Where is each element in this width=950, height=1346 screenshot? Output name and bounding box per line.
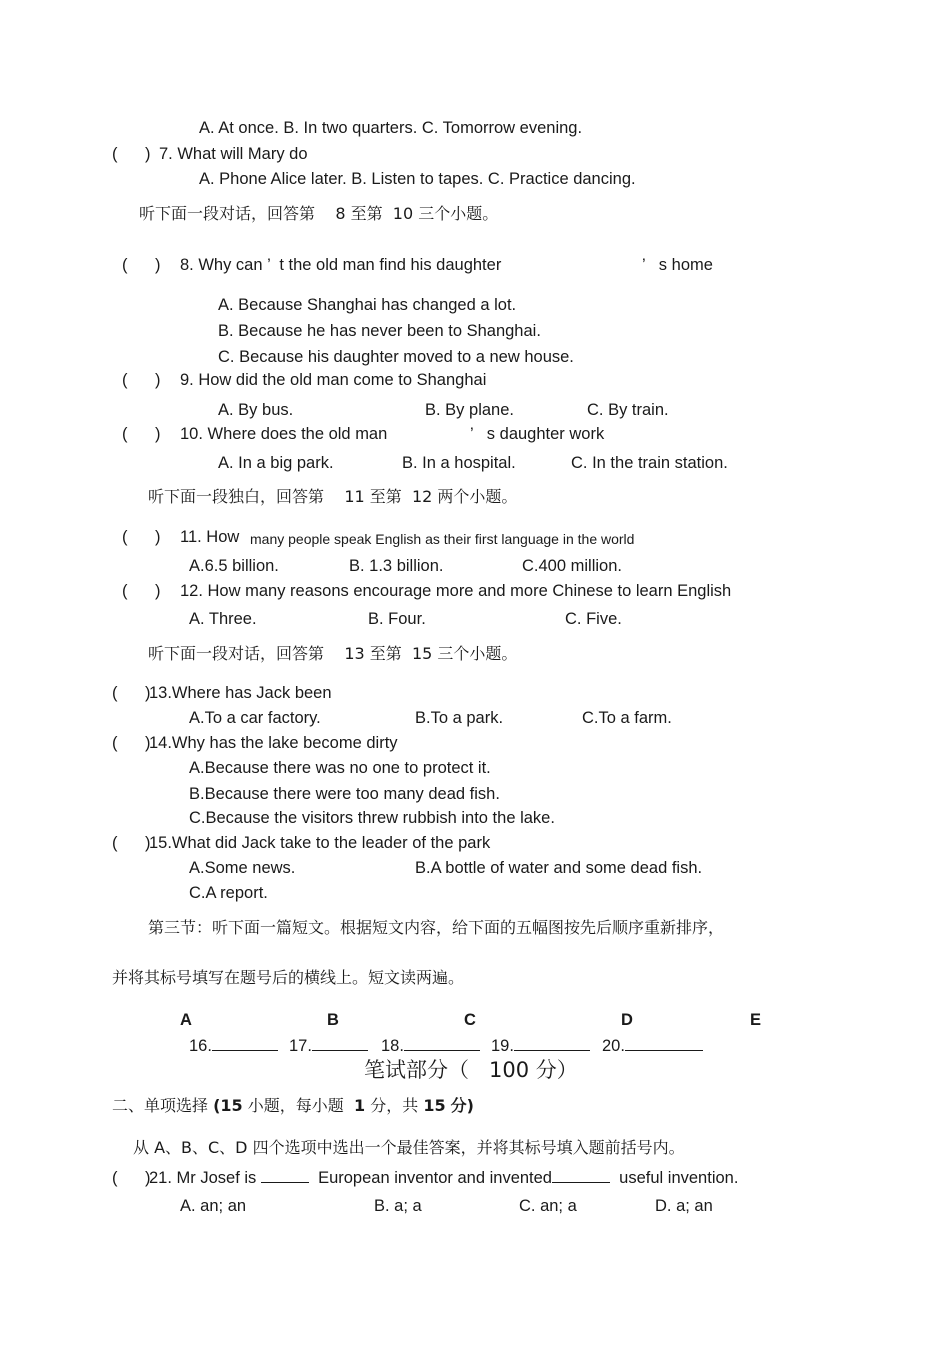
q7-question: 7. What will Mary do	[159, 145, 308, 163]
q21-blank-2[interactable]	[552, 1168, 610, 1183]
blank-line-19[interactable]	[514, 1036, 590, 1051]
q9-option-b: B. By plane.	[425, 401, 514, 419]
q8-option-c: C. Because his daughter moved to a new house.	[218, 348, 574, 366]
q14-option-b: B.Because there were too many dead fish.	[189, 785, 500, 803]
q9-option-a: A. By bus.	[218, 401, 294, 419]
answer-blank-17[interactable]	[289, 1036, 368, 1056]
instruction-13-15: 听下面一段对话，回答第 13 至第 15 三个小题。	[148, 644, 518, 663]
q12-answer-paren[interactable]: ( )	[122, 582, 161, 600]
part2-instruction: 从 A、B、C、D 四个选项中选出一个最佳答案，并将其标号填入题前括号内。	[133, 1138, 685, 1157]
q11-option-b: B. 1.3 billion.	[349, 557, 444, 575]
picture-label-d: D	[621, 1011, 633, 1029]
blank-number-17: 17.	[289, 1037, 312, 1055]
q12-option-c: C. Five.	[565, 610, 622, 628]
q21-option-b: B. a; a	[374, 1197, 422, 1215]
q13-option-b: B.To a park.	[415, 709, 504, 727]
q14-option-c: C.Because the visitors threw rubbish into the lake.	[189, 809, 555, 827]
q9-answer-paren[interactable]: ( )	[122, 371, 161, 389]
blank-line-17[interactable]	[312, 1036, 368, 1051]
q13-option-a: A.To a car factory.	[189, 709, 321, 727]
q14-answer-paren[interactable]: ( )	[112, 734, 151, 752]
blank-line-18[interactable]	[404, 1036, 480, 1051]
q10-option-b: B. In a hospital.	[402, 454, 516, 472]
blank-line-16[interactable]	[212, 1036, 278, 1051]
picture-label-a: A	[180, 1011, 192, 1029]
answer-blank-20[interactable]	[602, 1036, 703, 1056]
part2-heading-mid: 小题，每小题	[247, 1096, 344, 1115]
instruction-8-10: 听下面一段对话，回答第 8 至第 10 三个小题。	[139, 204, 499, 223]
answer-blank-18[interactable]	[381, 1036, 480, 1056]
q8-answer-paren[interactable]: ( )	[122, 256, 161, 274]
q9-question: 9. How did the old man come to Shanghai	[180, 371, 487, 389]
q10-question: 10. Where does the old man	[180, 425, 388, 443]
q11-option-c: C.400 million.	[522, 557, 622, 575]
blank-number-20: 20.	[602, 1037, 625, 1055]
q12-option-b: B. Four.	[368, 610, 426, 628]
q11-question-rest: many people speak English as their first language in the world	[250, 531, 635, 547]
q9-option-c: C. By train.	[587, 401, 669, 419]
q21-option-a: A. an; an	[180, 1197, 247, 1215]
q21-text-1: 21. Mr Josef is	[149, 1169, 257, 1187]
q7-answer-paren[interactable]: ( )	[112, 145, 151, 163]
q13-option-c: C.To a farm.	[582, 709, 672, 727]
q21-answer-paren[interactable]: ( )	[112, 1169, 151, 1187]
q14-option-a: A.Because there was no one to protect it.	[189, 759, 491, 777]
blank-number-18: 18.	[381, 1037, 404, 1055]
q10-option-c: C. In the train station.	[571, 454, 728, 472]
q21-text-3: useful invention.	[619, 1169, 739, 1187]
q13-question: 13.Where has Jack been	[149, 684, 332, 702]
q21-question	[149, 1168, 738, 1188]
blank-number-19: 19.	[491, 1037, 514, 1055]
part2-points-total: 15	[423, 1096, 446, 1115]
answer-blank-19[interactable]	[491, 1036, 590, 1056]
part2-heading-end: 分)	[450, 1096, 474, 1115]
q21-blank-1[interactable]	[261, 1168, 309, 1183]
q8-option-a: A. Because Shanghai has changed a lot.	[218, 296, 517, 314]
q10-option-a: A. In a big park.	[218, 454, 334, 472]
q15-question: 15.What did Jack take to the leader of the park	[149, 834, 491, 852]
q15-option-a: A.Some news.	[189, 859, 296, 877]
section3-instruction-line2: 并将其标号填写在题号后的横线上。短文读两遍。	[112, 968, 465, 987]
q14-question: 14.Why has the lake become dirty	[149, 734, 398, 752]
q8-question-tail: ’ s home	[642, 256, 713, 274]
part2-count: (15	[213, 1096, 243, 1115]
section3-instruction-line1: 第三节：听下面一篇短文。根据短文内容，给下面的五幅图按先后顺序重新排序，	[148, 918, 725, 937]
part2-heading-label: 二、单项选择	[112, 1096, 209, 1115]
q21-text-2: European inventor and invented	[318, 1169, 552, 1187]
q10-question-tail: ’ s daughter work	[470, 425, 605, 443]
q11-option-a: A.6.5 billion.	[189, 557, 279, 575]
q8-question: 8. Why can ’ t the old man find his daughter	[180, 256, 502, 274]
picture-label-b: B	[327, 1011, 339, 1029]
answer-blank-16[interactable]	[189, 1036, 278, 1056]
part2-heading	[112, 1096, 474, 1116]
blank-number-16: 16.	[189, 1037, 212, 1055]
q11-question-start: 11. How	[180, 528, 240, 546]
q15-answer-paren[interactable]: ( )	[112, 834, 151, 852]
instruction-11-12: 听下面一段独白，回答第 11 至第 12 两个小题。	[148, 487, 518, 506]
part2-points-each: 1	[353, 1096, 366, 1115]
q21-option-d: D. a; an	[655, 1197, 713, 1215]
q21-option-c: C. an; a	[519, 1197, 577, 1215]
q15-option-c: C.A report.	[189, 884, 268, 902]
q12-option-a: A. Three.	[189, 610, 257, 628]
picture-label-c: C	[464, 1011, 476, 1029]
q6-options: A. At once. B. In two quarters. C. Tomorrow evening.	[199, 119, 583, 137]
written-part-title: 笔试部分（ 100 分）	[364, 1058, 578, 1082]
q8-option-b: B. Because he has never been to Shanghai.	[218, 322, 541, 340]
q11-answer-paren[interactable]: ( )	[122, 528, 161, 546]
q13-answer-paren[interactable]: ( )	[112, 684, 151, 702]
q7-options: A. Phone Alice later. B. Listen to tapes. C. Practice dancing.	[199, 170, 636, 188]
picture-label-e: E	[750, 1011, 762, 1029]
blank-line-20[interactable]	[625, 1036, 703, 1051]
q12-question: 12. How many reasons encourage more and more Chinese to learn English	[180, 582, 732, 600]
q10-answer-paren[interactable]: ( )	[122, 425, 161, 443]
part2-heading-total-label: 分，共	[370, 1096, 419, 1115]
q15-option-b: B.A bottle of water and some dead fish.	[415, 859, 703, 877]
